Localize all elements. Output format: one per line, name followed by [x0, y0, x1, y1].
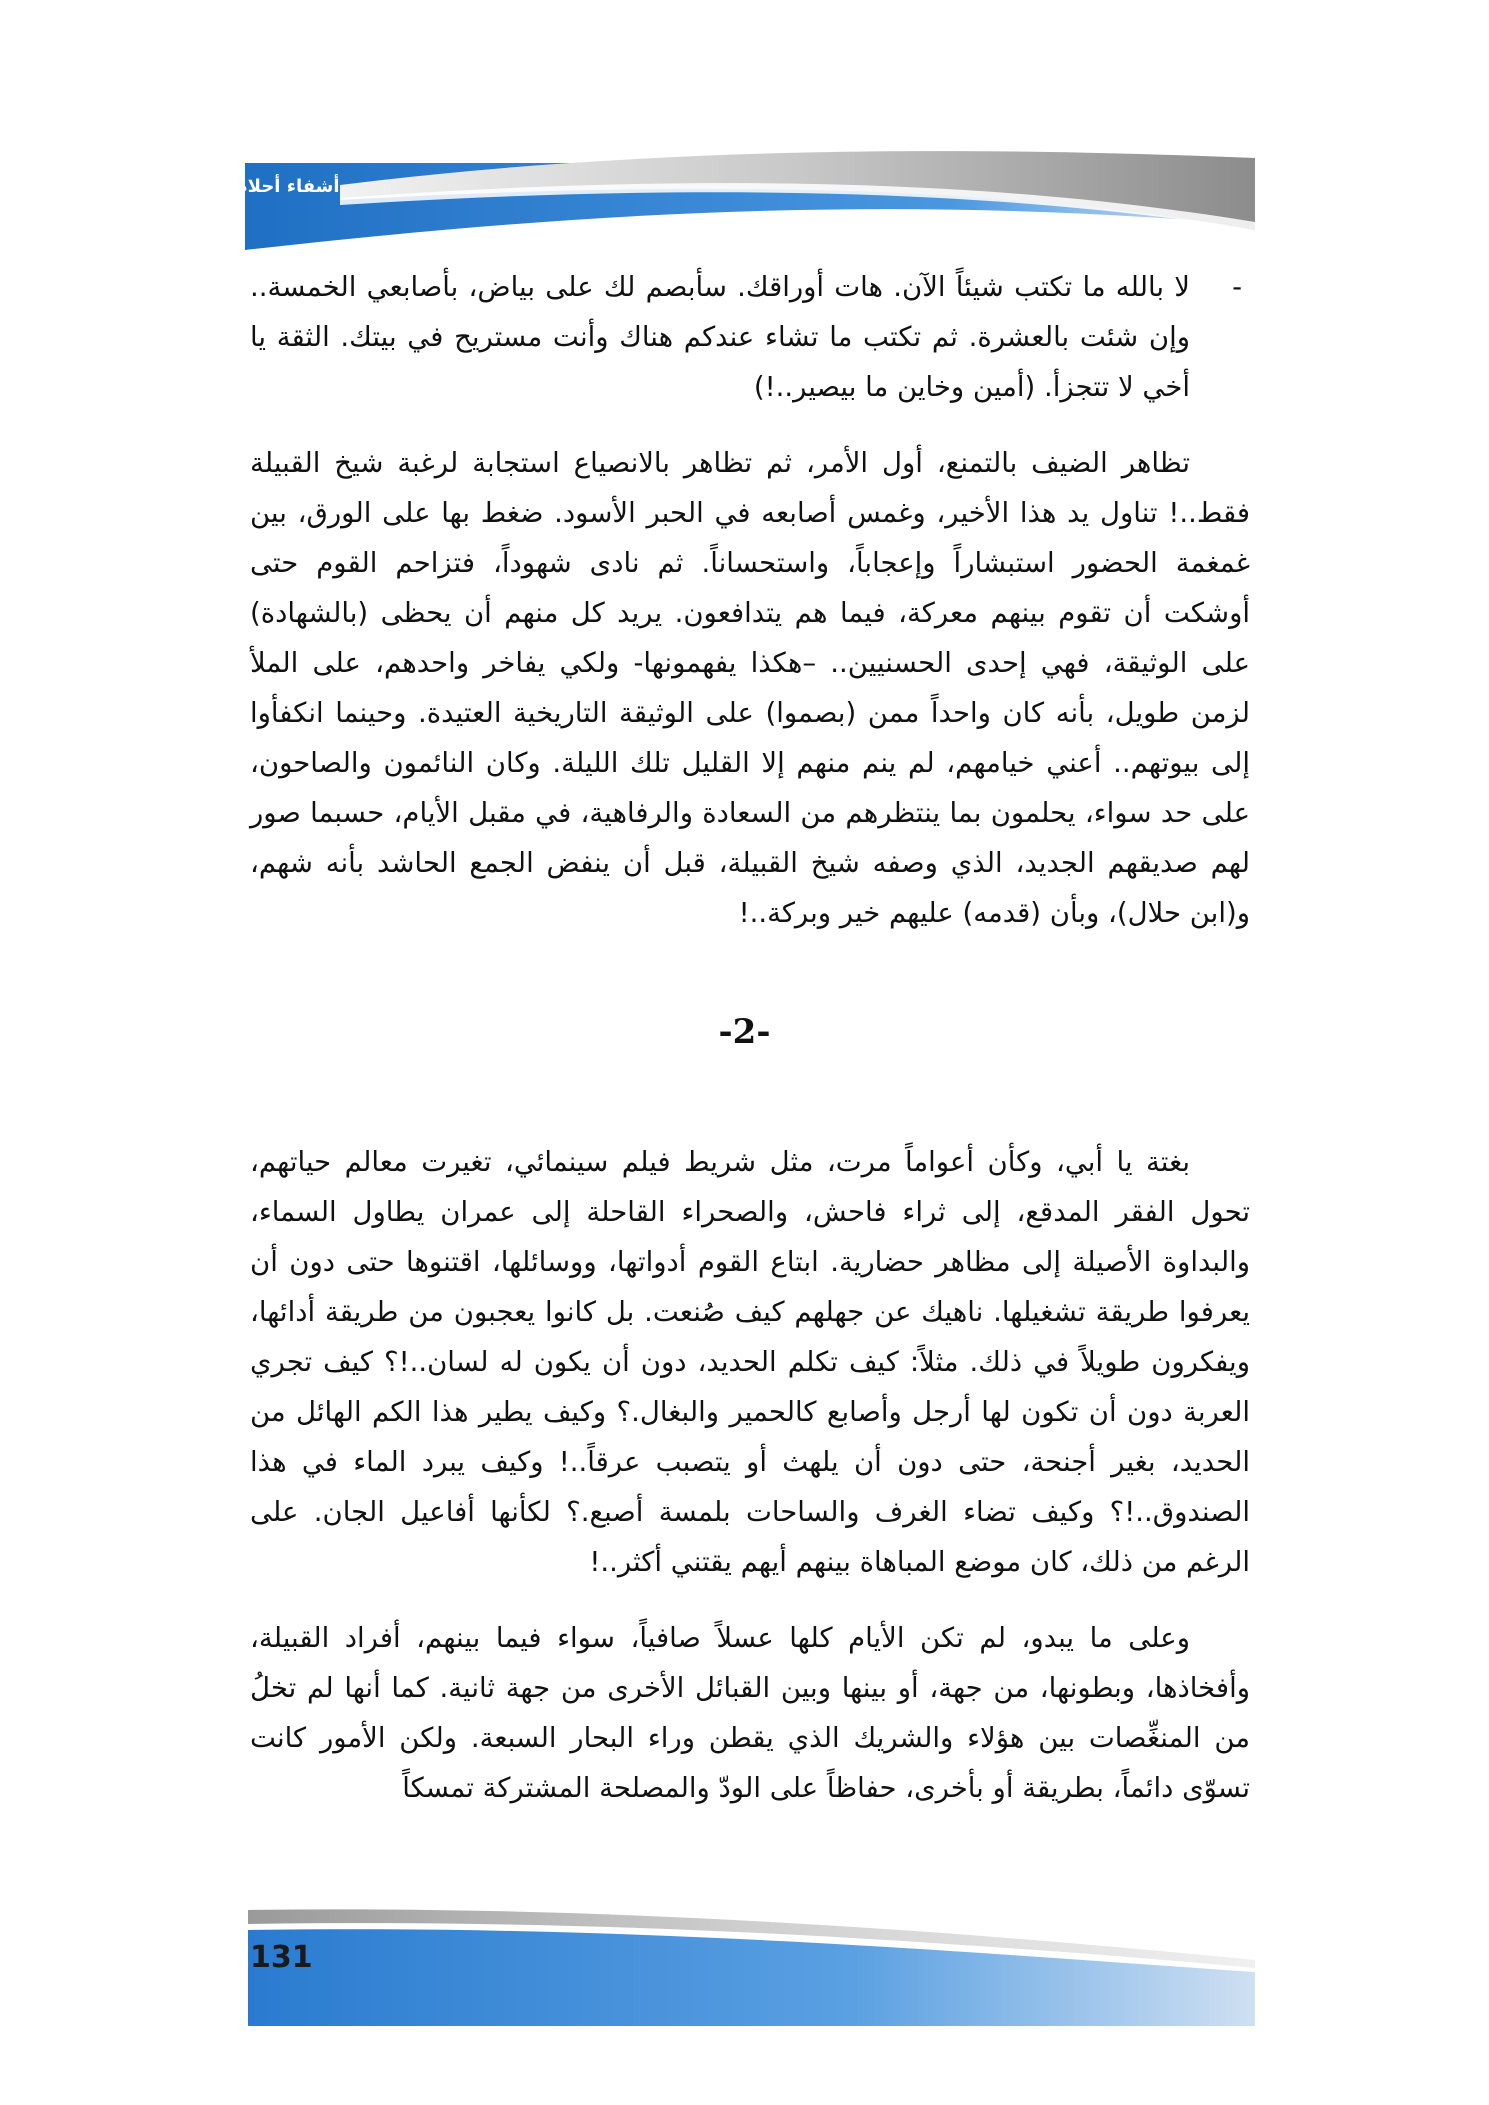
footer-band: [0, 1900, 1489, 2050]
body-paragraph: وعلى ما يبدو، لم تكن الأيام كلها عسلاً صافياً، سواء فيما بينهم، أفراد القبيلة، وأفخاذها، وبطونها، من جهة، أو بينها وبين القبائل الأخرى من جهة ثانية. كما أنها لم تخلُ من المنغِّصات بين هؤلاء والشريك الذي يقطن وراء البحار السبعة. ولكن الأمور كانت تسوّى دائماً، بطريقة أو بأخرى، حفاظاً على الودّ والمصلحة المشتركة تمسكاً: [250, 1622, 1250, 1804]
dialogue-paragraph: [250, 262, 1250, 412]
dialogue-dash: -: [1232, 271, 1242, 303]
dialogue-text: لا بالله ما تكتب شيئاً الآن. هات أوراقك. سأبصم لك على بياض، بأصابعي الخمسة.. وإن شئت بالعشرة. ثم تكتب ما تشاء عندكم هناك وأنت مستريح في بيتك. الثقة يا أخي لا تتجزأ. (أمين وخاين ما بيصير..!): [250, 271, 1190, 403]
section-number: -2-: [718, 1012, 771, 1052]
top-text-block: [250, 262, 1250, 938]
bottom-text-block: [250, 1137, 1250, 1813]
body-paragraph: بغتة يا أبي، وكأن أعواماً مرت، مثل شريط فيلم سينمائي، تغيرت معالم حياتهم، تحول الفقر المدقع، إلى ثراء فاحش، والصحراء القاحلة إلى عمران يطاول السماء، والبداوة الأصيلة إلى مظاهر حضارية. ابتاع القوم أدواتها، ووسائلها، اقتنوها حتى دون أن يعرفوا طريقة تشغيلها. ناهيك عن جهلهم كيف صُنعت. بل كانوا يعجبون من طريقة أدائها، ويفكرون طويلاً في ذلك. مثلاً: كيف تكلم الحديد، دون أن يكون له لسان..!؟ كيف تجري العربة دون أن تكون لها أرجل وأصابع كالحمير والبغال.؟ وكيف يطير هذا الكم الهائل من الحديد، بغير أجنحة، حتى دون أن يلهث أو يتصبب عرقاً..! وكيف يبرد الماء في هذا الصندوق..!؟ وكيف تضاء الغرف والساحات بلمسة أصبع.؟ لكأنها أفاعيل الجان. على الرغم من ذلك، كان موضع المباهاة بينهم أيهم يقتني أكثر..!: [250, 1146, 1250, 1578]
header-title: أشفاء أحلام: [234, 176, 340, 197]
header-band: [0, 0, 1489, 270]
page-number: 131: [250, 1940, 313, 1975]
body-paragraph: تظاهر الضيف بالتمنع، أول الأمر، ثم تظاهر بالانصياع استجابة لرغبة شيخ القبيلة فقط..! تناول يد هذا الأخير، وغمس أصابعه في الحبر الأسود. ضغط بها على الورق، بين غمغمة الحضور استبشاراً وإعجاباً، واستحساناً. ثم نادى شهوداً، فتزاحم القوم حتى أوشكت أن تقوم بينهم معركة، فيما هم يتدافعون. يريد كل منهم أن يحظى (بالشهادة) على الوثيقة، فهي إحدى الحسنيين.. –هكذا يفهمونها- ولكي يفاخر واحدهم، على الملأ لزمن طويل، بأنه كان واحداً ممن (بصموا) على الوثيقة التاريخية العتيدة. وحينما انكفأوا إلى بيوتهم.. أعني خيامهم، لم ينم منهم إلا القليل تلك الليلة. وكان النائمون والصاحون، على حد سواء، يحلمون بما ينتظرهم من السعادة والرفاهية، في مقبل الأيام، حسبما صور لهم صديقهم الجديد، الذي وصفه شيخ القبيلة، قبل أن ينفض الجمع الحاشد بأنه شهم، و(ابن حلال)، وبأن (قدمه) عليهم خير وبركة..!: [250, 447, 1250, 929]
